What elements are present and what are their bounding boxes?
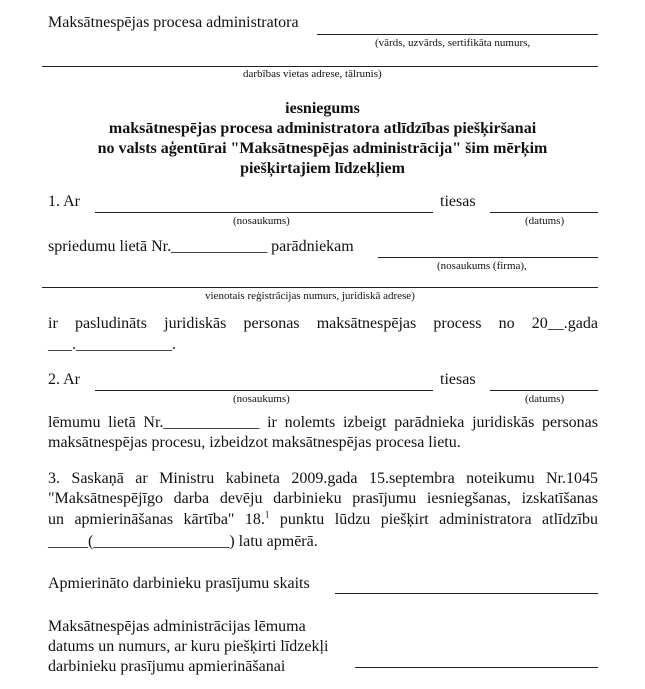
- s1-hint-date: (datums): [525, 215, 565, 227]
- decision-line-1: Maksātnespējas administrācijas lēmuma: [48, 618, 306, 635]
- s1-hint-name: (nosaukums): [233, 215, 290, 227]
- s2-court-name-field[interactable]: [95, 390, 433, 391]
- title-line-3: no valsts aģentūrai "Maksātnespējas administrācija" šim mērķim: [97, 140, 548, 157]
- s3-line-3b: punktu lūdzu piešķirt administratora atlīdzību: [279, 511, 599, 528]
- title-line-4: piešķirtajiem līdzekļiem: [240, 160, 405, 177]
- s2-hint-name: (nosaukums): [233, 393, 290, 405]
- s3-line-4: _____(_________________) latu apmērā.: [48, 533, 318, 550]
- s1-date-blank: ___.____________.: [48, 336, 176, 353]
- admin-label: Maksātnespējas procesa administratora: [48, 14, 299, 31]
- s3-line-3: [48, 511, 598, 529]
- s1-court-name-field[interactable]: [95, 212, 433, 213]
- admin-hint: (vārds, uzvārds, sertifikāta numurs,: [375, 37, 531, 49]
- s1-hint-firm: (nosaukums (firma),: [437, 260, 527, 272]
- decision-line-3: darbinieku prasījumu apmierināšanai: [48, 658, 286, 675]
- s1-ar: 1. Ar: [48, 193, 80, 210]
- s2-tiesas: tiesas: [440, 371, 476, 388]
- decision-field[interactable]: [355, 667, 598, 668]
- admin-field[interactable]: [317, 34, 598, 35]
- s1-date-field[interactable]: [490, 212, 598, 213]
- s3-line-2: "Maksātnespējīgo darba devēju darbinieku prasījumu iesniegšanas, izskatīšanas: [48, 490, 598, 507]
- s2-line-1: lēmumu lietā Nr.____________ ir nolemts izbeigt parādnieka juridiskās personas: [48, 414, 598, 431]
- s2-line-2: maksātnespējas procesu, izbeidzot maksātnespējas procesa lietu.: [48, 434, 461, 451]
- s1-spriedumu: spriedumu lietā Nr.____________ parādniekam: [48, 238, 354, 255]
- s3-line-3a: un apmierināšanas kārtība" 18.: [48, 511, 265, 528]
- decision-line-2: datums un numurs, ar kuru piešķirti līdzekļi: [48, 638, 329, 655]
- title-line-2: maksātnespējas procesa administratora atlīdzības piešķiršanai: [108, 120, 537, 137]
- s1-reg-field[interactable]: [42, 287, 598, 288]
- admin-address-hint: darbības vietas adrese, tālrunis): [243, 68, 382, 80]
- s3-sup: 1: [264, 509, 270, 520]
- claims-count-field[interactable]: [335, 593, 598, 594]
- title-line-1: iesniegums: [285, 100, 360, 117]
- s2-date-field[interactable]: [490, 390, 598, 391]
- s3-line-1: 3. Saskaņā ar Ministru kabineta 2009.gada 15.septembra noteikumu Nr.1045: [48, 470, 598, 487]
- s1-declared: ir pasludināts juridiskās personas maksātnespējas process no 20__.gada: [48, 315, 598, 332]
- s2-hint-date: (datums): [525, 393, 565, 405]
- s1-debtor-field[interactable]: [378, 257, 598, 258]
- s1-tiesas: tiesas: [440, 193, 476, 210]
- s1-hint-reg: vienotais reģistrācijas numurs, juridiskā adrese): [205, 290, 415, 302]
- claims-count-label: Apmierināto darbinieku prasījumu skaits: [48, 575, 310, 592]
- s2-ar: 2. Ar: [48, 371, 80, 388]
- admin-address-field[interactable]: [42, 66, 598, 67]
